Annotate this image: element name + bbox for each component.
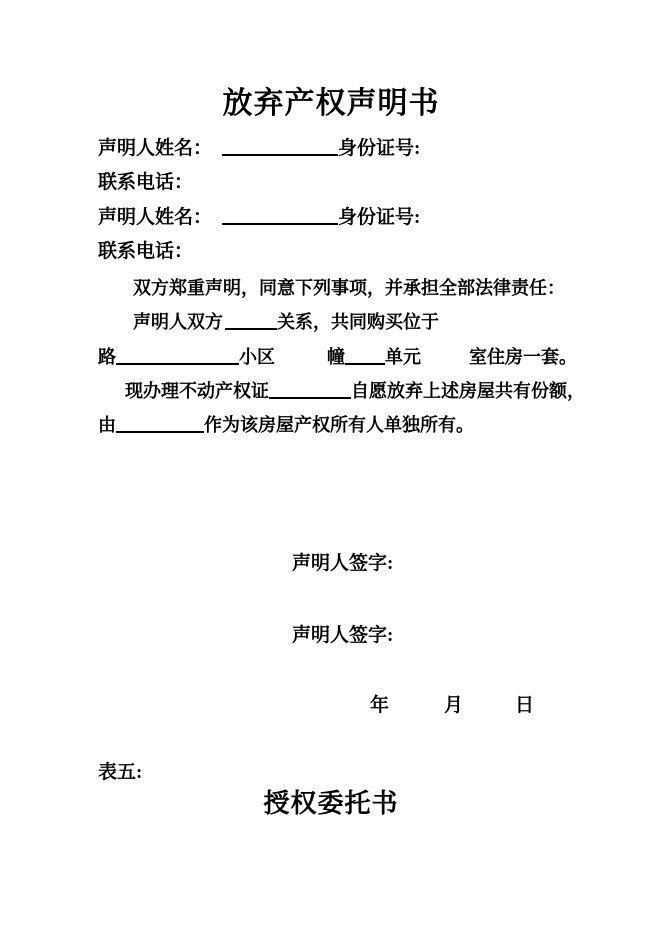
date-day-label: 日: [515, 695, 535, 716]
relation-prefix: 声明人双方: [133, 312, 223, 332]
form-number: [98, 762, 142, 785]
owner-suffix: 作为该房屋产权所有人单独所有。: [204, 415, 474, 435]
owner-blank: [116, 429, 204, 433]
cert-suffix: 自愿放弃上述房屋共有份额，: [351, 381, 585, 401]
oath-text: 双方郑重声明，同意下列事项，并承担全部法律责任：: [133, 278, 565, 298]
signature-label-2: 声明人签字:: [292, 625, 394, 646]
declarant1-name-label: 声明人姓名：: [98, 138, 213, 159]
declarant2-phone-label: 联系电话：: [98, 241, 194, 262]
road-blank: [116, 361, 239, 365]
signature-row-1: [292, 553, 393, 576]
declarant2-name-row: [98, 207, 420, 230]
declarant1-name-blank: [222, 152, 338, 156]
date-line: [370, 695, 534, 718]
date-month-label: 月: [444, 695, 464, 716]
cert-blank: [269, 395, 351, 399]
owner-line: [98, 415, 474, 437]
declarant1-name-row: [98, 138, 420, 161]
form-number-label: 表五:: [98, 762, 143, 783]
house-suffix: 室住房一套。: [469, 347, 577, 367]
declarant2-id-label: 身份证号:: [338, 207, 421, 228]
road-label: 路: [98, 347, 116, 367]
relation-blank: [225, 326, 277, 330]
declarant1-phone-row: [98, 172, 193, 195]
declarant1-phone-label: 联系电话：: [98, 172, 194, 193]
signature-row-2: [292, 625, 393, 648]
date-year-label: 年: [370, 695, 390, 716]
declarant2-name-blank: [222, 221, 338, 225]
page-title: 放弃产权声明书: [222, 87, 440, 120]
community-label: 小区: [239, 347, 275, 367]
signature-label-1: 声明人签字:: [292, 553, 394, 574]
declarant2-phone-row: [98, 241, 193, 264]
declarant2-name-label: 声明人姓名：: [98, 207, 213, 228]
next-section-title: 授权委托书: [263, 789, 399, 818]
relation-suffix: 关系，共同购买位于: [277, 312, 439, 332]
building-label: 幢: [327, 347, 345, 367]
address-line: [98, 347, 577, 369]
declarant1-id-label: 身份证号:: [338, 138, 421, 159]
unit-label: 单元: [385, 347, 421, 367]
certificate-line: [125, 381, 585, 403]
owner-prefix: 由: [98, 415, 116, 435]
building-blank: [345, 361, 385, 365]
relation-line: [133, 312, 439, 334]
cert-prefix: 现办理不动产权证: [125, 381, 269, 401]
oath-line: [133, 278, 565, 300]
